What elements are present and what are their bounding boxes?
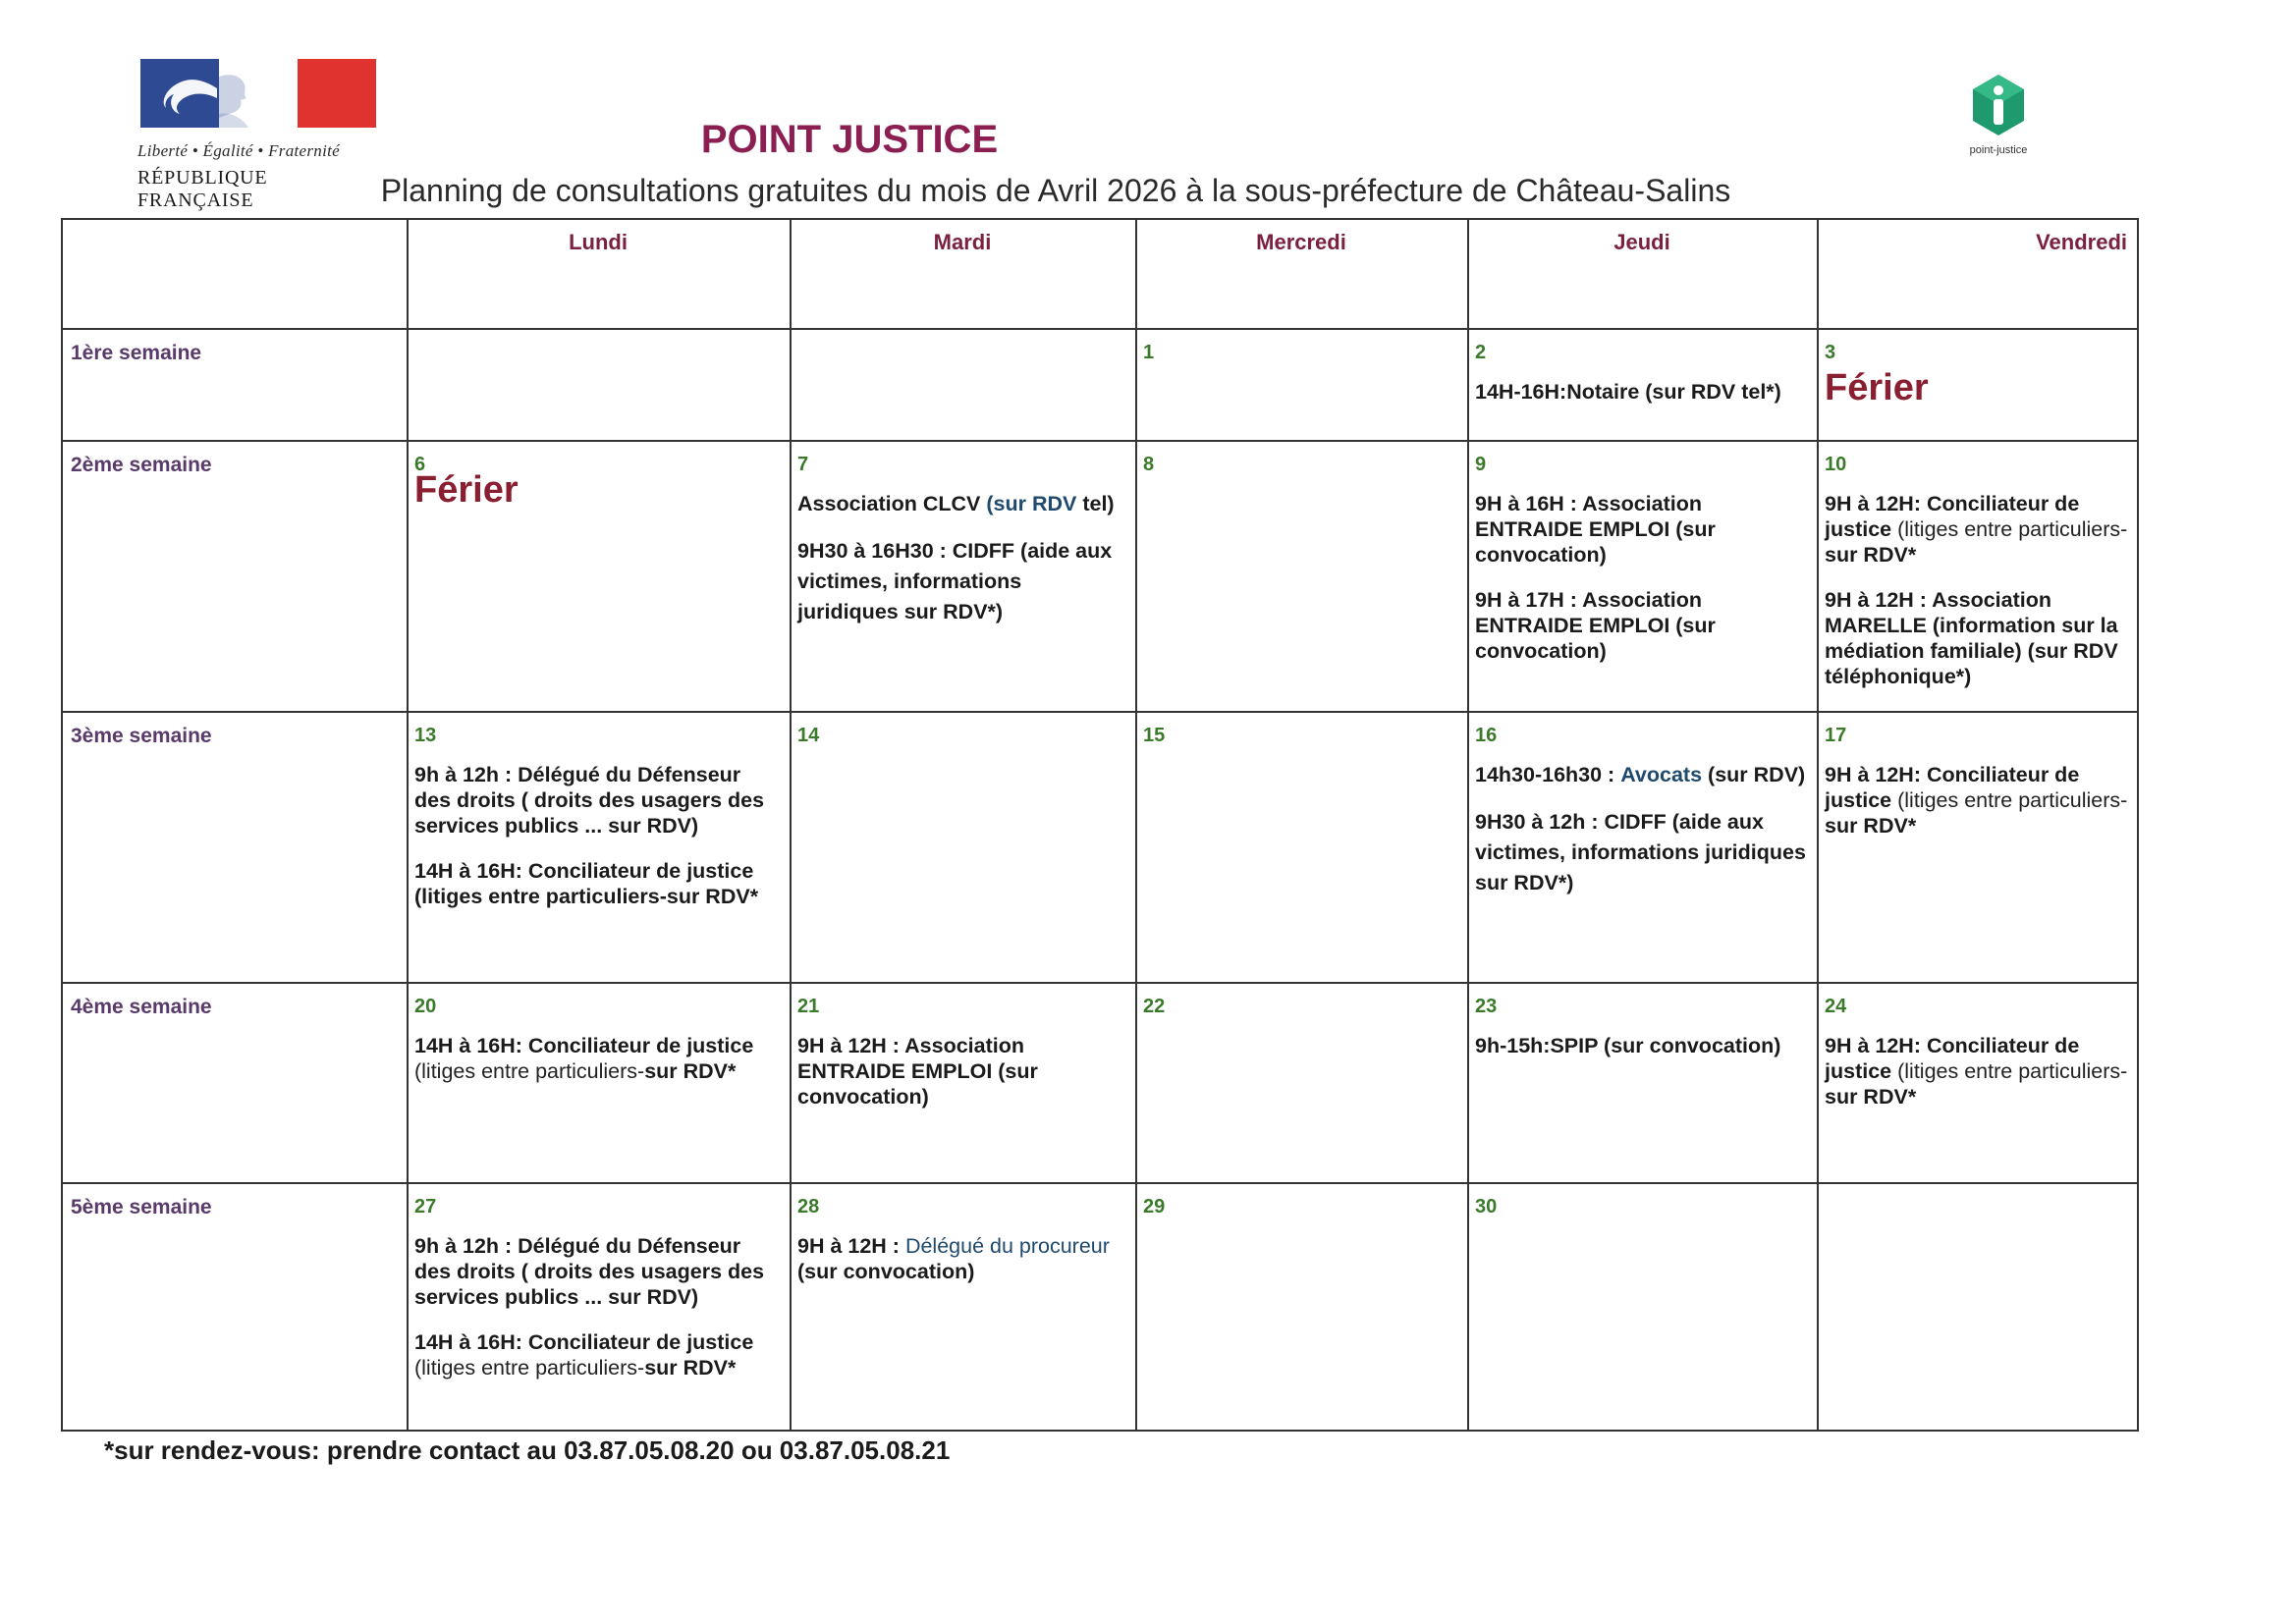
day-cell-23: [1467, 994, 1817, 1078]
day-number: 27: [414, 1196, 437, 1218]
holiday-label: Férier: [1825, 367, 1929, 408]
day-cell-3: [1817, 340, 2137, 408]
day-cell-15: [1135, 723, 1467, 762]
entry-text: (litiges entre particuliers-: [1897, 1059, 2128, 1083]
day-number: 28: [797, 1196, 820, 1218]
entry-text: (litiges entre particuliers-: [414, 1059, 645, 1083]
appointment-entry: 14H à 16H: Conciliateur de justice (litiges entre particuliers-sur RDV*: [414, 859, 759, 908]
grid-line: [63, 328, 2137, 330]
day-number: 24: [1825, 996, 1847, 1017]
day-number: 13: [414, 725, 437, 746]
grid-line: [63, 982, 2137, 984]
day-number: 22: [1143, 996, 1166, 1017]
entry-text: tel): [1082, 492, 1115, 515]
day-number: 8: [1143, 454, 1155, 475]
entry-text: (sur RDV): [1708, 763, 1806, 786]
day-cell-6: [407, 452, 790, 511]
entry-text: 14H à 16H: Conciliateur de justice: [414, 1034, 754, 1057]
week-label-2: 2ème semaine: [71, 454, 212, 476]
day-cell-13: [407, 723, 790, 929]
day-header-vendredi: Vendredi: [2036, 230, 2127, 254]
day-number: 9: [1475, 454, 1487, 475]
entry-text: (litiges entre particuliers-: [414, 1356, 645, 1380]
entry-text: (litiges entre particuliers-: [1897, 517, 2128, 541]
day-number: 30: [1475, 1196, 1498, 1218]
day-number: 6: [414, 454, 426, 475]
point-justice-caption: point-justice: [1969, 144, 2028, 156]
day-cell-8: [1135, 452, 1467, 491]
grid-line: [63, 711, 2137, 713]
entry-text: Avocats: [1620, 763, 1703, 786]
entry-text: sur RDV*: [1825, 814, 1917, 838]
grid-line: [1135, 220, 1137, 1430]
grid-line: [63, 1182, 2137, 1184]
day-header-jeudi: Jeudi: [1613, 230, 1670, 254]
entry-text: 14H à 16H: Conciliateur de justice: [414, 1330, 754, 1354]
day-number: 1: [1143, 342, 1155, 363]
point-justice-icon: [1969, 73, 2028, 137]
appointment-entry: 14H-16H:Notaire (sur RDV tel*): [1475, 380, 1781, 404]
appointment-entry: 9H30 à 12h : CIDFF (aide aux victimes, informations juridiques sur RDV*): [1475, 810, 1806, 894]
day-number: 17: [1825, 725, 1847, 746]
entry-text: sur RDV*: [644, 1356, 737, 1380]
day-cell-20: [407, 994, 790, 1104]
day-cell-9: [1467, 452, 1817, 683]
appointment-entry: 9H à 16H : Association ENTRAIDE EMPLOI (sur convocation): [1475, 492, 1716, 567]
entry-text: sur RDV*: [1825, 543, 1917, 567]
entry-text: 9H à 12H :: [797, 1234, 900, 1258]
page-subtitle: Planning de consultations gratuites du mois de Avril 2026 à la sous-préfecture de Château-Salins: [380, 173, 1731, 208]
day-cell-22: [1135, 994, 1467, 1033]
day-number: 14: [797, 725, 820, 746]
appointment-entry: [1825, 491, 2129, 568]
day-header-mercredi: Mercredi: [1256, 230, 1346, 254]
appointment-entry: 9H à 17H : Association ENTRAIDE EMPLOI (sur convocation): [1475, 588, 1716, 663]
calendar-table: [61, 218, 2139, 1432]
day-cell-24: [1817, 994, 2137, 1129]
appointment-entry: 9H30 à 16H30 : CIDFF (aide aux victimes, informations juridiques sur RDV*): [797, 539, 1113, 623]
republic-motto: Liberté • Égalité • Fraternité: [137, 141, 340, 160]
page-title: POINT JUSTICE: [700, 118, 999, 161]
day-number: 23: [1475, 996, 1498, 1017]
day-cell-17: [1817, 723, 2137, 858]
appointment-entry: [414, 1329, 782, 1380]
appointment-entry: 9h à 12h : Délégué du Défenseur des droits ( droits des usagers des services publics ... sur RDV): [414, 1234, 765, 1309]
day-cell-30: [1467, 1194, 1817, 1233]
day-cell-2: [1467, 340, 1817, 424]
appointment-entry: 9H à 12H : Association MARELLE (information sur la médiation familiale) (sur RDV téléphonique*): [1825, 588, 2118, 688]
week-label-1: 1ère semaine: [71, 342, 202, 364]
appointment-entry: [797, 491, 1127, 516]
week-label-3: 3ème semaine: [71, 725, 212, 747]
entry-text: Délégué du procureur: [904, 1234, 1110, 1258]
day-cell-10: [1817, 452, 2137, 709]
grid-line: [63, 440, 2137, 442]
day-number: 7: [797, 454, 809, 475]
day-cell-21: [790, 994, 1135, 1129]
entry-text: sur RDV*: [1825, 1085, 1917, 1109]
entry-text: Association CLCV: [797, 492, 981, 515]
appointment-entry: [1825, 762, 2129, 839]
entry-text: sur RDV*: [644, 1059, 737, 1083]
day-cell-14: [790, 723, 1135, 762]
appointment-contact-note: *sur rendez-vous: prendre contact au 03.87.05.08.20 ou 03.87.05.08.21: [104, 1435, 951, 1465]
day-number: 29: [1143, 1196, 1166, 1218]
day-number: 15: [1143, 725, 1166, 746]
day-cell-27: [407, 1194, 790, 1400]
appointment-entry: 9H à 12H : Association ENTRAIDE EMPLOI (sur convocation): [797, 1034, 1038, 1109]
day-header-mardi: Mardi: [933, 230, 992, 254]
day-number: 20: [414, 996, 437, 1017]
day-header-lundi: Lundi: [569, 230, 628, 254]
entry-text: 9H à 12H: Conciliateur de justice: [1825, 763, 2080, 812]
holiday-label: Férier: [414, 469, 519, 511]
day-cell-28: [790, 1194, 1135, 1304]
entry-text: (sur convocation): [797, 1260, 975, 1283]
entry-text: 9H à 12H: Conciliateur de justice: [1825, 492, 2080, 541]
appointment-entry: 9h-15h:SPIP (sur convocation): [1475, 1034, 1781, 1057]
entry-text: 14h30-16h30 :: [1475, 763, 1615, 786]
week-label-5: 5ème semaine: [71, 1196, 212, 1218]
entry-text: (sur RDV: [986, 492, 1077, 515]
appointment-entry: [797, 1233, 1127, 1284]
day-number: 16: [1475, 725, 1498, 746]
point-justice-logo: [1954, 73, 2043, 156]
entry-text: (litiges entre particuliers-: [1897, 788, 2128, 812]
appointment-entry: 9h à 12h : Délégué du Défenseur des droits ( droits des usagers des services publics ... sur RDV): [414, 763, 765, 838]
week-label-4: 4ème semaine: [71, 996, 212, 1018]
day-number: 3: [1825, 342, 1836, 363]
republic-name: RÉPUBLIQUE FRANÇAISE: [137, 167, 268, 211]
day-cell-7: [790, 452, 1135, 647]
appointment-entry: [1475, 762, 1809, 787]
day-cell-1: [1135, 340, 1467, 379]
appointment-entry: [1825, 1033, 2129, 1110]
day-number: 10: [1825, 454, 1847, 475]
day-cell-16: [1467, 723, 1817, 918]
day-number: 2: [1475, 342, 1487, 363]
day-cell-29: [1135, 1194, 1467, 1233]
entry-text: 9H à 12H: Conciliateur de justice: [1825, 1034, 2080, 1083]
appointment-entry: [414, 1033, 782, 1084]
day-number: 21: [797, 996, 820, 1017]
